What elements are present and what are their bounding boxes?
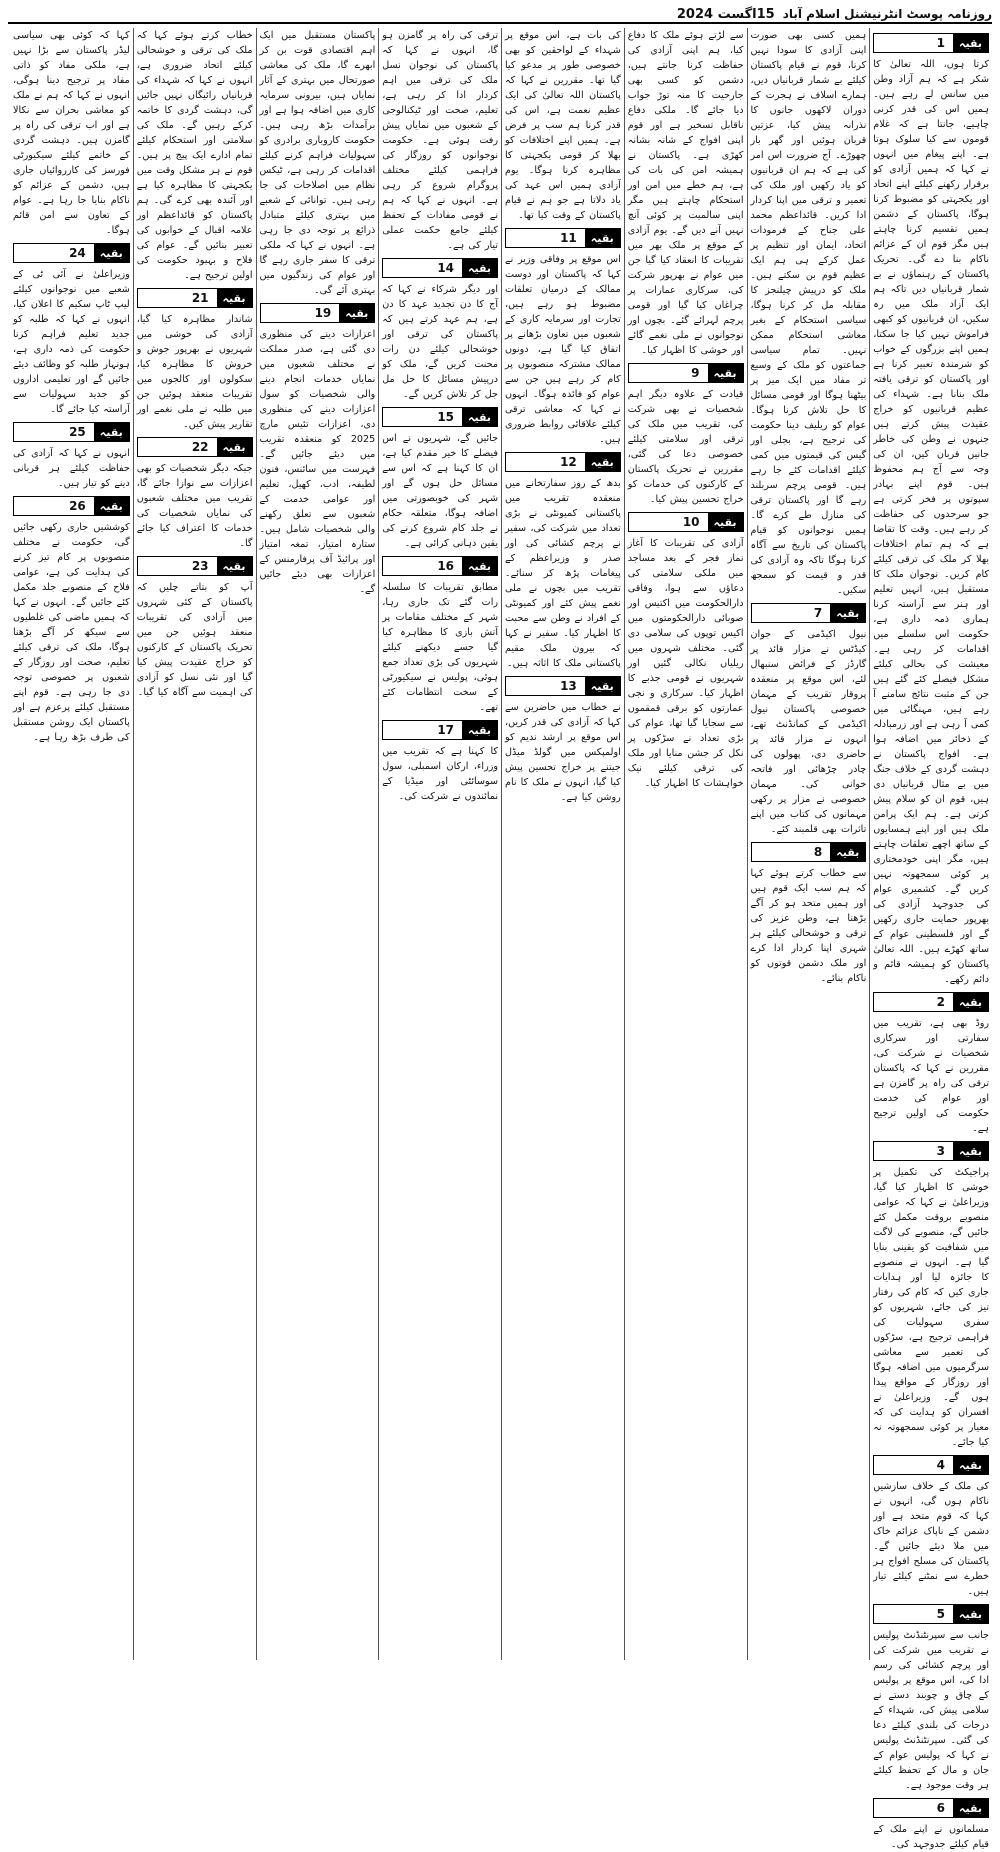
article-text: پاکستان مستقبل میں ایک اہم اقتصادی قوت بن کر ابھرے گا، ملک کی معاشی صورتحال میں بہتری کے آثار نمایاں ہیں، بیرونی سرمایہ کاری میں اضافہ ہوا ہے اور برآمدات بڑھ رہی ہیں۔ حکومت کاروباری برادری کو سہولیات فراہم کرنے کیلئے اقدامات کر رہی ہے، ٹیکس نظام میں اصلاحات کی جا رہی ہیں۔ توانائی کے شعبے میں بہتری کیلئے متبادل ذرائع پر توجہ دی جا رہی ہے۔ انہوں نے کہا کہ ملکی ترقی کا سفر جاری رہے گا اور عوام کی زندگیوں میں بہتری آئے گی۔ xyxy=(259,30,376,296)
article-text: آزادی کی تقریبات کا آغاز نماز فجر کے بعد مساجد میں ملکی سلامتی کی دعاؤں سے ہوا، وفاقی دارالحکومت میں اکتیس اور صوبائی دارالحکومتوں میں اکیس توپوں کی سلامی دی گئی۔ مختلف شہروں میں ریلیاں نکالی گئیں اور شہریوں نے قومی جذبے کا اظہار کیا۔ سرکاری و نجی عمارتوں کو برقی قمقموں سے سجایا گیا تھا، عوام کی بڑی تعداد نے سڑکوں پر نکل کر جشن منایا اور ملک کی ترقی کیلئے نیک خواہشات کا اظہار کیا۔ xyxy=(627,538,744,789)
continuation-number: 22 xyxy=(138,438,217,456)
continuation-tag xyxy=(137,288,253,308)
article-text: اس موقع پر وفاقی وزیر نے کہا کہ پاکستان اور دوست ممالک کے درمیان تعلقات مضبوط ہو رہے ہیں، تجارت اور سرمایہ کاری کے شعبوں میں تعاون بڑھانے پر اتفاق کیا گیا ہے، دونوں ممالک مشترکہ منصوبوں پر کام کر رہے ہیں جن سے عوام کو فائدہ ہوگا۔ انہوں نے کہا کہ معاشی ترقی کیلئے علاقائی روابط ضروری ہیں۔ xyxy=(505,254,621,445)
continuation-number: 4 xyxy=(874,1456,953,1474)
column xyxy=(869,28,992,1850)
continuation-label: بقیہ xyxy=(462,408,497,426)
continuation-tag xyxy=(873,1604,989,1624)
continuation-label: بقیہ xyxy=(708,364,743,382)
article-text: کرتا ہوں، اللہ تعالیٰ کا شکر ہے کہ ہم آزاد وطن میں سانس لے رہے ہیں۔ ہمیں اس کی قدر کرنی چاہیے، جانتا ہے کہ غلام قوموں سے کیا سلوک ہوتا ہے۔ اپنے پیغام میں انہوں نے کہا کہ ہمیں آزادی کو برقرار رکھنے کیلئے اپنے اتحاد اور یکجہتی کو مضبوط کرنا ہوگا، پاکستان کے دشمن ہمیں تقسیم کرنا چاہتے ہیں مگر قوم ان کے عزائم ناکام بنا دے گی۔ تحریک پاکستان کے رہنماؤں نے بے شمار قربانیاں دیں تاکہ ہم ایک آزاد ملک میں رہ سکیں، ان قربانیوں کو کبھی فراموش نہیں کیا جا سکتا، ہمیں اپنے بزرگوں کے خواب کو شرمندہ تعبیر کرنا ہے اور پاکستان کو ترقی یافتہ ملک بنانا ہے۔ شہداء کی عظیم قربانیوں کو خراج عقیدت پیش کرتے ہیں جنہوں نے وطن کی خاطر جانیں قربان کیں، ان کی وجہ سے آج ہم محفوظ ہیں۔ قوم اپنے بہادر سپوتوں پر فخر کرتی ہے جو سرحدوں کی حفاظت کر رہے ہیں۔ وقت کا تقاضا ہے کہ ہم تمام اختلافات بھلا کر ملک کی ترقی کیلئے کام کریں۔ نوجوان ملک کا مستقبل ہیں، انہیں تعلیم اور ہنر سے آراستہ کرنا ہماری ذمہ داری ہے، حکومت اس سلسلے میں اقدامات کر رہی ہے۔ معیشت کی بحالی کیلئے مشکل فیصلے کئے گئے ہیں جن کے مثبت نتائج سامنے آ رہے ہیں، مہنگائی میں کمی آ رہی ہے اور زرمبادلہ کے ذخائر میں اضافہ ہوا ہے۔ افواج پاکستان نے دہشت گردی کے خلاف جنگ میں بے مثال قربانیاں دی ہیں، قوم ان کو سلام پیش کرتی ہے۔ ہم ایک پرامن ملک ہیں اور اپنے ہمسایوں کے ساتھ اچھے تعلقات چاہتے ہیں، مگر اپنی خودمختاری پر کوئی سمجھوتہ نہیں کریں گے۔ کشمیری عوام کی جدوجہد آزادی کی بھرپور حمایت جاری رکھیں گے اور فلسطینی عوام کے ساتھ کھڑے ہیں۔ اللہ تعالیٰ پاکستان کو ہمیشہ قائم و دائم رکھے۔ xyxy=(873,59,989,985)
continuation-label: بقیہ xyxy=(462,557,497,575)
continuation-label: بقیہ xyxy=(953,34,988,52)
continuation-number: 1 xyxy=(874,34,953,52)
continuation-tag xyxy=(505,228,621,248)
article-text: کی بات ہے، اس موقع پر شہداء کے لواحقین کو بھی خصوصی طور پر مدعو کیا گیا تھا۔ مقررین نے کہا کہ پاکستان اللہ تعالیٰ کی ایک عظیم نعمت ہے، اس کی قدر کرنا ہم سب پر فرض ہے۔ ہمیں اپنے اختلافات کو بھلا کر قومی یکجہتی کا مظاہرہ کرنا ہوگا۔ یوم آزادی ہمیں اس عہد کی یاد دلاتا ہے جو ہم نے قیام پاکستان کے وقت کیا تھا۔ xyxy=(505,30,621,221)
columns-container xyxy=(8,28,992,1850)
continuation-tag xyxy=(137,556,253,576)
continuation-tag xyxy=(628,512,744,532)
continuation-number: 3 xyxy=(874,1142,953,1160)
continuation-label: بقیہ xyxy=(953,1605,988,1623)
continuation-number: 25 xyxy=(14,423,94,441)
continuation-number: 16 xyxy=(383,557,462,575)
continuation-tag xyxy=(505,676,621,696)
continuation-label: بقیہ xyxy=(217,438,252,456)
continuation-label: بقیہ xyxy=(462,721,497,739)
continuation-number: 23 xyxy=(138,557,217,575)
continuation-number: 5 xyxy=(874,1605,953,1623)
article-text: انہوں نے کہا کہ آزادی کی حفاظت کیلئے ہر قربانی دینے کو تیار ہیں۔ xyxy=(13,448,130,489)
article-text: شاندار مظاہرہ کیا گیا، آزادی کی خوشی میں شہریوں نے بھرپور جوش و خروش کا مظاہرہ کیا، سکولوں اور کالجوں میں تقریبات منعقد ہوئیں جن میں طلبہ نے ملی نغمے اور تقاریر پیش کیں۔ xyxy=(136,314,253,430)
continuation-number: 14 xyxy=(383,259,462,277)
column xyxy=(133,28,256,1660)
page-header xyxy=(8,6,992,24)
article-text: جانب سے سپرنٹنڈنٹ پولیس نے تقریب میں شرکت کی اور پرچم کشائی کی رسم ادا کی، اس موقع پر پولیس کے چاق و چوبند دستے نے سلامی پیش کی، شہداء کے درجات کی بلندی کیلئے دعا کی گئی۔ سپرنٹنڈنٹ پولیس نے کہا کہ پولیس عوام کے جان و مال کے تحفظ کیلئے ہر وقت موجود ہے۔ xyxy=(873,1630,989,1791)
continuation-tag xyxy=(751,603,867,623)
article-text: مطابق تقریبات کا سلسلہ رات گئے تک جاری رہا، شہر کے مختلف مقامات پر آتش بازی کا مظاہرہ کیا گیا جسے دیکھنے کیلئے شہریوں کی بڑی تعداد جمع ہوئی، پولیس نے سیکیورٹی کے سخت انتظامات کئے تھے۔ xyxy=(382,582,498,713)
column xyxy=(624,28,747,1660)
continuation-number: 26 xyxy=(14,497,94,515)
column xyxy=(10,28,133,1660)
publication-name: روزنامہ پوسٹ انٹرنیشنل اسلام آباد xyxy=(782,7,992,21)
continuation-number: 10 xyxy=(629,513,708,531)
article-text: روڈ بھی ہے، تقریب میں سفارتی اور سرکاری شخصیات نے شرکت کی، مقررین نے کہا کہ پاکستان ترقی کی راہ پر گامزن ہے اور عوام کی خدمت حکومت کی اولین ترجیح ہے۔ xyxy=(873,1018,989,1134)
continuation-tag xyxy=(628,363,744,383)
continuation-number: 8 xyxy=(752,843,831,861)
column xyxy=(747,28,870,1660)
continuation-tag xyxy=(751,842,867,862)
article-text: پراجیکٹ کی تکمیل پر خوشی کا اظہار کیا گیا، وزیراعلیٰ نے کہا کہ عوامی منصوبے بروقت مکمل کئے جائیں گے، منصوبے کی لاگت میں شفافیت کو یقینی بنایا گیا ہے۔ انہوں نے منصوبے کا جائزہ لیا اور ہدایات جاری کیں کہ کام کی رفتار تیز کی جائے، شہریوں کو سفری سہولیات کی فراہمی ترجیح ہے، سڑکوں کی تعمیر سے معاشی سرگرمیوں میں اضافہ ہوگا اور روزگار کے مواقع پیدا ہوں گے۔ وزیراعلیٰ نے افسران کو ہدایت کی کہ معیار پر کوئی سمجھوتہ نہ کیا جائے۔ xyxy=(873,1167,989,1448)
continuation-tag xyxy=(382,720,498,740)
column xyxy=(378,28,501,1660)
article-text: وزیراعلیٰ نے آئی ٹی کے شعبے میں نوجوانوں کیلئے لیپ ٹاپ سکیم کا اعلان کیا، انہوں نے کہا کہ طلبہ کو جدید تعلیم فراہم کرنا حکومت کی ذمہ داری ہے، ہونہار طلبہ کو وظائف دیئے جائیں گے اور تعلیمی اداروں کو جدید سہولیات سے آراستہ کیا جائے گا۔ xyxy=(13,269,130,415)
continuation-tag xyxy=(873,1798,989,1818)
continuation-label: بقیہ xyxy=(585,677,620,695)
continuation-tag xyxy=(382,556,498,576)
continuation-number: 15 xyxy=(383,408,462,426)
article-text: کوششیں جاری رکھی جائیں گی، حکومت نے مختلف منصوبوں پر کام تیز کرنے کی ہدایت کی ہے، عوامی فلاح کے منصوبے جلد مکمل کئے جائیں گے۔ انہوں نے کہا کہ ہمیں ماضی کی غلطیوں سے سیکھ کر آگے بڑھنا ہوگا، ملک کی ترقی کیلئے تعلیم، صحت اور روزگار کے شعبوں پر خصوصی توجہ دی جا رہی ہے۔ قوم اپنے مستقبل کیلئے پرعزم ہے اور پاکستان ایک روشن مستقبل کی طرف بڑھ رہا ہے۔ xyxy=(13,522,130,743)
column xyxy=(501,28,624,1660)
continuation-number: 7 xyxy=(752,604,831,622)
continuation-number: 13 xyxy=(506,677,585,695)
continuation-label: بقیہ xyxy=(830,604,865,622)
continuation-label: بقیہ xyxy=(830,843,865,861)
continuation-number: 2 xyxy=(874,993,953,1011)
issue-date: 15اگست 2024 xyxy=(676,6,775,22)
continuation-label: بقیہ xyxy=(953,993,988,1011)
continuation-label: بقیہ xyxy=(339,304,374,322)
continuation-tag xyxy=(382,407,498,427)
continuation-tag xyxy=(873,1141,989,1161)
continuation-number: 21 xyxy=(138,289,217,307)
article-text: کا کہنا ہے کہ تقریب میں وزراء، ارکان اسمبلی، سول سوسائٹی اور میڈیا کے نمائندوں نے شرکت کی۔ xyxy=(382,746,498,802)
continuation-tag xyxy=(260,303,376,323)
continuation-tag xyxy=(13,496,130,516)
article-text: جائیں گے، شہریوں نے اس فیصلے کا خیر مقدم کیا ہے، ان کا کہنا ہے کہ اس سے مسائل حل ہوں گے اور شہر کی خوبصورتی میں اضافہ ہوگا، متعلقہ حکام نے جلد کام شروع کرنے کی یقین دہانی کرائی ہے۔ xyxy=(382,433,498,549)
continuation-tag xyxy=(137,437,253,457)
continuation-tag xyxy=(505,452,621,472)
article-text: کہا کہ کوئی بھی سیاسی لیڈر پاکستان سے بڑا نہیں ہے، ملکی مفاد کو ذاتی مفاد پر ترجیح دینا ہوگی، انہوں نے کہا کہ ہم نے ملک کو معاشی بحران سے نکالا ہے اور اب ترقی کی راہ پر گامزن ہیں۔ دہشت گردی کے خاتمے کیلئے سیکیورٹی فورسز کی کارروائیاں جاری ہیں، دشمن کے عزائم کو ناکام بنایا جا رہا ہے۔ عوام کے تعاون سے امن قائم ہوگا۔ xyxy=(13,30,130,236)
continuation-tag xyxy=(873,1455,989,1475)
continuation-number: 24 xyxy=(14,244,94,262)
article-text: بدھ کے روز سفارتخانے میں منعقدہ تقریب میں پاکستانی کمیونٹی نے بڑی تعداد میں شرکت کی، سفیر نے پرچم کشائی کی اور صدر و وزیراعظم کے پیغامات پڑھ کر سنائے۔ تقریب میں بچوں نے ملی نغمے پیش کئے اور کمیونٹی کے افراد نے وطن سے محبت کا اظہار کیا۔ سفیر نے کہا کہ بیرون ملک مقیم پاکستانی ملک کا اثاثہ ہیں۔ xyxy=(505,478,621,669)
column xyxy=(256,28,379,1660)
article-text: جبکہ دیگر شخصیات کو بھی اعزازات سے نوازا جائے گا، تقریب میں مختلف شعبوں کی نمایاں شخصیات کی خدمات کا اعتراف کیا جائے گا۔ xyxy=(136,463,253,549)
continuation-number: 6 xyxy=(874,1799,953,1817)
continuation-label: بقیہ xyxy=(953,1799,988,1817)
continuation-number: 17 xyxy=(383,721,462,739)
continuation-label: بقیہ xyxy=(708,513,743,531)
article-text: سے لڑتے ہوئے ملک کا دفاع کیا، ہم اپنی آزادی کی حفاظت کرنا جانتے ہیں، دشمن کو کسی بھی جارحیت کا منہ توڑ جواب دیا جائے گا۔ ملکی دفاع ناقابل تسخیر ہے اور قوم اپنی افواج کے شانہ بشانہ کھڑی ہے۔ پاکستان نے ہمیشہ امن کی بات کی ہے، ہم خطے میں امن اور استحکام چاہتے ہیں مگر اپنی سالمیت پر کوئی آنچ نہیں آنے دیں گے۔ یوم آزادی کے موقع پر ملک بھر میں تقریبات کا انعقاد کیا گیا جن میں عوام نے بھرپور شرکت کی، سرکاری عمارات پر چراغاں کیا گیا اور قومی پرچم لہرائے گئے۔ بچوں اور نوجوانوں نے ملی نغمے گائے اور خوشی کا اظہار کیا۔ xyxy=(627,30,744,356)
article-text: نے خطاب میں حاضرین سے کہا کہ آزادی کی قدر کریں، اس موقع پر ارشد ندیم کو اولمپکس میں گولڈ میڈل جیتنے پر خراج تحسین پیش کیا گیا، انہوں نے ملک کا نام روشن کیا ہے۔ xyxy=(505,702,621,803)
continuation-number: 11 xyxy=(506,229,585,247)
continuation-tag xyxy=(382,258,498,278)
article-text: سے خطاب کرتے ہوئے کہا کہ ہم سب ایک قوم ہیں اور ہمیں متحد ہو کر آگے بڑھنا ہے، وطن عزیز کی ترقی و خوشحالی کیلئے ہر شہری اپنا کردار ادا کرے اور ملک دشمن قوتوں کو ناکام بنائے۔ xyxy=(750,868,867,984)
article-text: اور دیگر شرکاء نے کہا کہ آج کا دن تجدید عہد کا دن ہے، ہم عہد کرتے ہیں کہ پاکستان کی ترقی اور خوشحالی کیلئے دن رات محنت کریں گے، ملک کو درپیش مسائل کا حل مل جل کر تلاش کریں گے۔ xyxy=(382,284,498,400)
continuation-tag xyxy=(873,33,989,53)
continuation-label: بقیہ xyxy=(217,557,252,575)
article-text: نیول اکیڈمی کے جوان کیڈٹس نے مزار قائد پر گارڈز کے فرائض سنبھال لئے، اس موقع پر منعقدہ پروقار تقریب کے مہمان خصوصی پاکستان نیول اکیڈمی کے کمانڈنٹ تھے، انہوں نے مزار قائد پر حاضری دی، پھولوں کی چادر چڑھائی اور فاتحہ خوانی کی۔ مہمان خصوصی نے مزار پر رکھی مہمانوں کی کتاب میں اپنے تاثرات بھی قلمبند کئے۔ xyxy=(750,629,867,835)
article-text: کی ملک کے خلاف سازشیں ناکام ہوں گی، انہوں نے کہا کہ قوم متحد ہے اور دشمن کے ناپاک عزائم خاک میں ملا دیئے جائیں گے۔ پاکستان کی مسلح افواج ہر خطرے سے نمٹنے کیلئے تیار ہیں۔ xyxy=(873,1481,989,1597)
continuation-number: 19 xyxy=(261,304,340,322)
article-text: خطاب کرتے ہوئے کہا کہ ملک کی ترقی و خوشحالی کیلئے اتحاد ضروری ہے، انہوں نے کہا کہ شہداء کی قربانیاں رائیگاں نہیں جائیں گی، دہشت گردی کا خاتمہ کرکے رہیں گے۔ ملک کی سلامتی اور استحکام کیلئے تمام ادارے ایک پیج پر ہیں۔ قوم نے ہر مشکل وقت میں یکجہتی کا مظاہرہ کیا ہے اور آئندہ بھی کرے گی۔ ہم پاکستان کو قائداعظم اور علامہ اقبال کے خوابوں کی تعبیر بنائیں گے۔ عوام کی فلاح و بہبود حکومت کی اولین ترجیح ہے۔ xyxy=(136,30,253,281)
continuation-label: بقیہ xyxy=(94,497,129,515)
continuation-tag xyxy=(873,992,989,1012)
article-text: قیادت کے علاوہ دیگر اہم شخصیات نے بھی شرکت کی، تقریب میں ملک کی ترقی اور سلامتی کیلئے خصوصی دعا کی گئی، مقررین نے تحریک پاکستان کے کارکنوں کی خدمات کو خراج تحسین پیش کیا۔ xyxy=(627,389,744,505)
continuation-label: بقیہ xyxy=(462,259,497,277)
continuation-label: بقیہ xyxy=(217,289,252,307)
continuation-label: بقیہ xyxy=(953,1142,988,1160)
continuation-label: بقیہ xyxy=(585,453,620,471)
continuation-tag xyxy=(13,422,130,442)
article-text: ترقی کی راہ پر گامزن ہو گا، انہوں نے کہا کہ پاکستان کی نوجوان نسل ملک کی ترقی میں اہم کردار ادا کر رہی ہے، تعلیم، صحت اور ٹیکنالوجی کے شعبوں میں نمایاں پیش رفت ہوئی ہے۔ حکومت نوجوانوں کو روزگار کی فراہمی کیلئے مختلف پروگرام شروع کر رہی ہے۔ انہوں نے کہا کہ ہم نے قومی مفادات کے تحفظ کیلئے جامع حکمت عملی تیار کی ہے۔ xyxy=(382,30,498,251)
continuation-number: 9 xyxy=(629,364,708,382)
article-text: مسلمانوں نے اپنے ملک کے قیام کیلئے جدوجہد کی۔ xyxy=(873,1824,989,1850)
continuation-number: 12 xyxy=(506,453,585,471)
continuation-label: بقیہ xyxy=(94,423,129,441)
continuation-tag xyxy=(13,243,130,263)
article-text: آپ کو بتاتے چلیں کہ پاکستان کے کئی شہروں میں آزادی کی تقریبات منعقد ہوئیں جن میں تحریک پاکستان کے کارکنوں کو خراج عقیدت پیش کیا گیا اور نئی نسل کو آزادی کی اہمیت سے آگاہ کیا گیا۔ xyxy=(136,582,253,698)
continuation-label: بقیہ xyxy=(953,1456,988,1474)
continuation-label: بقیہ xyxy=(94,244,129,262)
continuation-label: بقیہ xyxy=(585,229,620,247)
article-text: اعزازات دینے کی منظوری دی گئی ہے، صدر مملکت نے مختلف شعبوں میں نمایاں خدمات انجام دینے والی شخصیات کو سول اعزازات دینے کی منظوری دی، اعزازات تئیس مارچ 2025 کو منعقدہ تقریب میں دیئے جائیں گے۔ فہرست میں سائنس، فنون لطیفہ، ادب، کھیل، تعلیم اور عوامی خدمت کے شعبوں سے تعلق رکھنے والی شخصیات شامل ہیں۔ ستارہ امتیاز، تمغہ امتیاز اور پرائیڈ آف پرفارمنس کے اعزازات بھی دیئے جائیں گے۔ xyxy=(259,329,376,595)
article-text: ہمیں کسی بھی صورت اپنی آزادی کا سودا نہیں کرنا، قوم نے قیام پاکستان کیلئے بے شمار قربانیاں دیں، ہمارے اسلاف نے ہجرت کے دوران لاکھوں جانوں کا نذرانہ پیش کیا، عزتیں قربان ہوئیں اور گھر بار چھوڑے۔ آج ضرورت اس امر کی ہے کہ ہم ان قربانیوں کو یاد رکھیں اور ملک کی تعمیر و ترقی میں اپنا کردار ادا کریں۔ قائداعظم محمد علی جناح کے فرمودات اتحاد، ایمان اور تنظیم پر عمل کرکے ہی ہم ایک عظیم قوم بن سکتے ہیں۔ ملک کو درپیش چیلنجز کا مقابلہ مل کر کرنا ہوگا، سیاسی استحکام کے بغیر معاشی استحکام ممکن نہیں۔ تمام سیاسی جماعتوں کو ملک کے وسیع تر مفاد میں ایک میز پر بیٹھنا ہوگا اور قومی مسائل کا حل تلاش کرنا ہوگا۔ عوام کو ریلیف دینا حکومت کی ترجیح ہے، بجلی اور گیس کی قیمتوں میں کمی کیلئے اقدامات کئے جا رہے ہیں۔ قومی پرچم سربلند رہے گا اور پاکستان ترقی کی منازل طے کرے گا۔ ہمیں نوجوانوں کو قیام پاکستان کی تاریخ سے آگاہ کرنا ہوگا تاکہ وہ آزادی کی قدر و قیمت کو سمجھ سکیں۔ xyxy=(750,30,867,596)
